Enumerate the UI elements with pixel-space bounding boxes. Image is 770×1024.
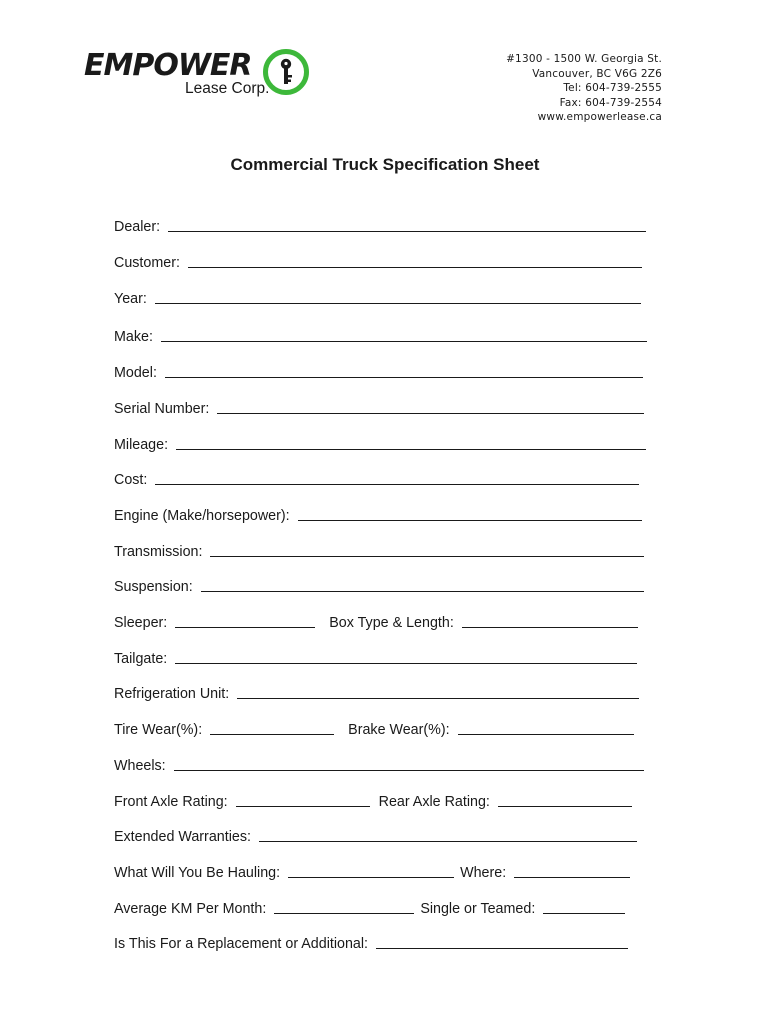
extended-warranties-label: Extended Warranties:	[114, 829, 251, 845]
year-label: Year:	[114, 291, 147, 307]
row-cost	[114, 467, 639, 489]
tailgate-field[interactable]	[175, 663, 637, 664]
engine-field[interactable]	[298, 520, 642, 521]
address-street: #1300 - 1500 W. Georgia St.	[506, 53, 662, 65]
wheels-label: Wheels:	[114, 758, 166, 774]
transmission-field[interactable]	[210, 556, 644, 557]
row-km-teamed	[114, 896, 625, 918]
row-suspension	[114, 574, 644, 596]
rear-axle-field[interactable]	[498, 806, 632, 807]
box-type-label: Box Type & Length:	[329, 615, 454, 631]
make-label: Make:	[114, 329, 153, 345]
where-field[interactable]	[514, 877, 630, 878]
row-hauling-where	[114, 860, 630, 882]
model-label: Model:	[114, 365, 157, 381]
serial-number-label: Serial Number:	[114, 401, 210, 417]
tire-wear-field[interactable]	[210, 734, 334, 735]
rear-axle-label: Rear Axle Rating:	[378, 794, 490, 810]
row-axle-rating	[114, 789, 632, 811]
row-engine	[114, 503, 642, 525]
row-tailgate	[114, 646, 637, 668]
tailgate-label: Tailgate:	[114, 651, 168, 667]
empower-logo	[84, 46, 314, 102]
customer-label: Customer:	[114, 255, 180, 271]
row-mileage	[114, 432, 646, 454]
customer-field[interactable]	[188, 267, 642, 268]
mileage-label: Mileage:	[114, 437, 169, 453]
replacement-field[interactable]	[376, 948, 628, 949]
row-year	[114, 286, 641, 308]
sleeper-field[interactable]	[175, 627, 315, 628]
address-website: www.empowerlease.ca	[537, 111, 662, 124]
logo-subtitle: Lease Corp.	[185, 80, 270, 97]
address-fax: Fax: 604-739-2554	[559, 96, 662, 109]
logo-wordmark: EMPOWER	[84, 48, 252, 83]
address-city: Vancouver, BC V6G 2Z6	[532, 67, 662, 80]
page-title: Commercial Truck Specification Sheet	[230, 155, 540, 174]
brake-wear-label: Brake Wear(%):	[348, 722, 450, 738]
suspension-label: Suspension:	[114, 579, 193, 595]
make-field[interactable]	[161, 341, 647, 342]
refrigeration-field[interactable]	[237, 698, 639, 699]
company-address	[402, 52, 662, 125]
brake-wear-field[interactable]	[458, 734, 634, 735]
row-tire-brake	[114, 717, 634, 739]
address-tel: Tel: 604-739-2555	[563, 82, 662, 95]
engine-label: Engine (Make/horsepower):	[114, 508, 290, 524]
avg-km-field[interactable]	[274, 913, 414, 914]
dealer-label: Dealer:	[114, 219, 161, 235]
row-extended-warranties	[114, 824, 637, 846]
sleeper-label: Sleeper:	[114, 615, 168, 631]
single-teamed-field[interactable]	[543, 913, 625, 914]
mileage-field[interactable]	[176, 449, 646, 450]
row-replacement	[114, 931, 628, 953]
row-wheels	[114, 753, 644, 775]
extended-warranties-field[interactable]	[259, 841, 637, 842]
suspension-field[interactable]	[201, 591, 644, 592]
row-refrigeration	[114, 681, 639, 703]
tire-wear-label: Tire Wear(%):	[114, 722, 203, 738]
replacement-label: Is This For a Replacement or Additional:	[114, 936, 369, 952]
row-dealer	[114, 214, 646, 236]
cost-label: Cost:	[114, 472, 148, 488]
front-axle-field[interactable]	[236, 806, 370, 807]
wheels-field[interactable]	[174, 770, 644, 771]
refrigeration-label: Refrigeration Unit:	[114, 686, 230, 702]
avg-km-label: Average KM Per Month:	[114, 901, 267, 917]
key-icon	[262, 48, 310, 96]
row-model	[114, 360, 643, 382]
dealer-field[interactable]	[168, 231, 646, 232]
row-customer	[114, 250, 642, 272]
hauling-label: What Will You Be Hauling:	[114, 865, 281, 881]
serial-number-field[interactable]	[217, 413, 644, 414]
single-teamed-label: Single or Teamed:	[420, 901, 536, 917]
cost-field[interactable]	[155, 484, 639, 485]
hauling-field[interactable]	[288, 877, 454, 878]
transmission-label: Transmission:	[114, 544, 203, 560]
row-transmission	[114, 539, 644, 561]
row-sleeper-box	[114, 610, 638, 632]
row-serial-number	[114, 396, 644, 418]
year-field[interactable]	[155, 303, 641, 304]
row-make	[114, 324, 647, 346]
box-type-field[interactable]	[462, 627, 638, 628]
front-axle-label: Front Axle Rating:	[114, 794, 228, 810]
where-label: Where:	[460, 865, 507, 881]
model-field[interactable]	[165, 377, 643, 378]
